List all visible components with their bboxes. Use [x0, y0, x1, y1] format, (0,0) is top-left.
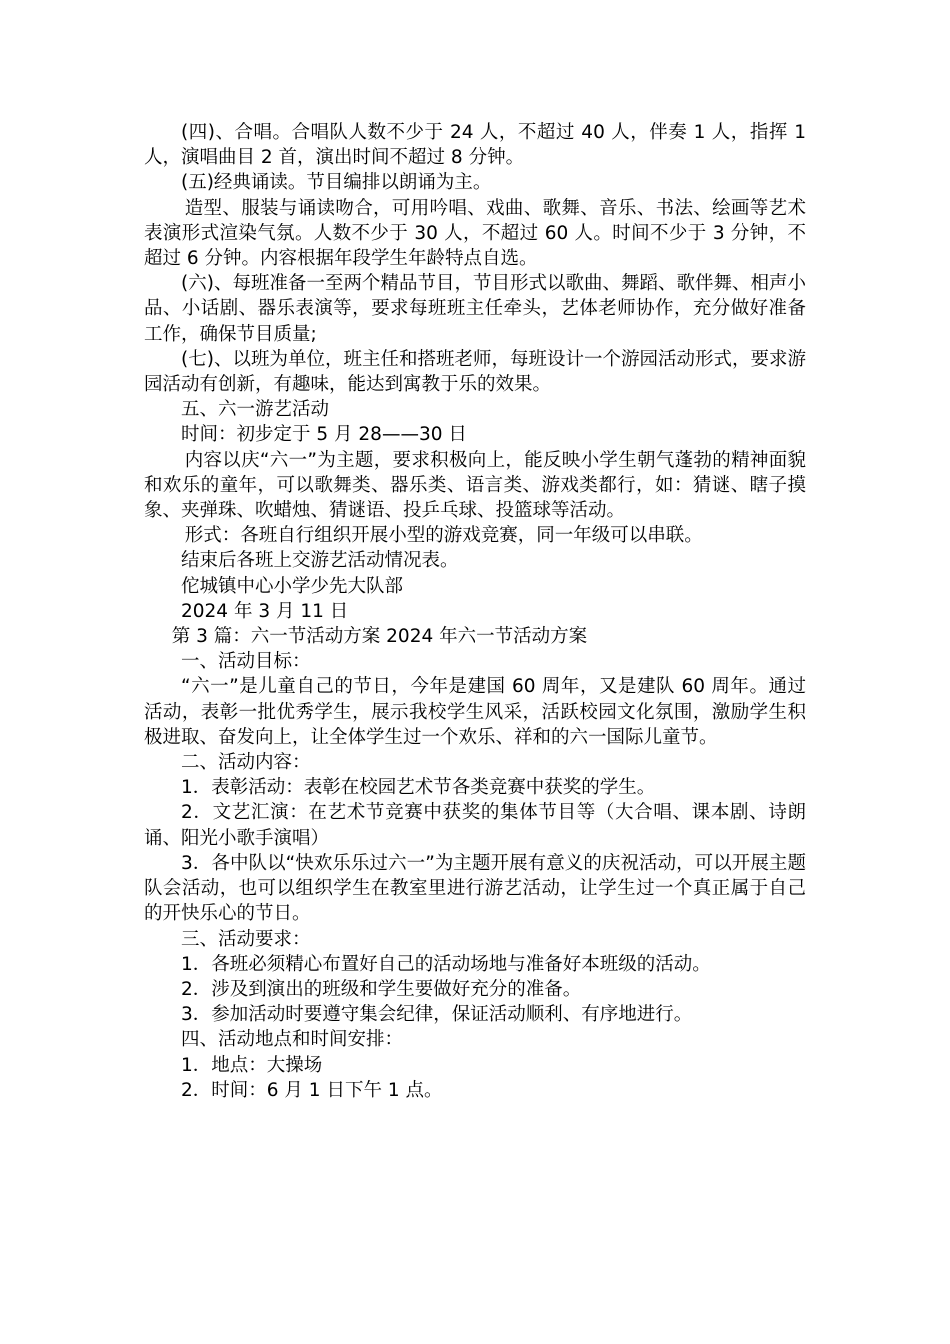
list-item-performers-prep: 2．涉及到演出的班级和学生要做好充分的准备。	[181, 978, 582, 1000]
paragraph-time: 时间：初步定于 5 月 28——30 日	[181, 424, 467, 446]
paragraph-goals: “六一”是儿童自己的节日，今年是建国 60 周年，又是建队 60 周年。通过活动，表彰一批优秀学生，展示我校学生风采，活跃校园文化氛围，激励学生积极进取、奋发向上，让全体学生过一个欢乐、祥和的六一国际儿童节。	[144, 676, 806, 748]
list-item-discipline: 3．参加活动时要遵守集会纪律，保证活动顺利、有序地进行。	[181, 1004, 693, 1026]
document-page	[144, 120, 806, 1103]
paragraph-reading-details: 造型、服装与诵读吻合，可用吟唱、戏曲、歌舞、音乐、书法、绘画等艺术表演形式渲染气氛。人数不少于 30 人，不超过 60 人。时间不少于 3 分钟，不超过 6 分钟。内容根据年段学生年龄特点自选。	[144, 197, 806, 270]
list-item-performance: 2．文艺汇演：在艺术节竞赛中获奖的集体节目等（大合唱、课本剧、诗朗诵、阳光小歌手演唱）	[144, 802, 806, 849]
paragraph-content: 内容以庆“六一”为主题，要求积极向上，能反映小学生朝气蓬勃的精神面貌和欢乐的童年，可以歌舞类、器乐类、语言类、游戏类都行，如：猜谜、瞎子摸象、夹弹珠、吹蜡烛、猜谜语、投乒乓球、投篮球等活动。	[144, 449, 806, 522]
paragraph-form: 形式：各班自行组织开展小型的游戏竞赛，同一年级可以串联。	[184, 525, 703, 547]
paragraph-class-programs: (六)、每班准备一至两个精品节目，节目形式以歌曲、舞蹈、歌伴舞、相声小品、小话剧、器乐表演等，要求每班班主任牵头，艺体老师协作，充分做好准备工作，确保节目质量;	[144, 273, 806, 345]
heading-requirements: 三、活动要求：	[181, 928, 311, 950]
paragraph-date: 2024 年 3 月 11 日	[181, 600, 349, 622]
paragraph-chorus: (四)、合唱。合唱队人数不少于 24 人，不超过 40 人，伴奏 1 人，指挥 1 人，演唱曲目 2 首，演出时间不超过 8 分钟。	[144, 122, 806, 169]
paragraph-garden-activity: (七)、以班为单位，班主任和搭班老师，每班设计一个游园活动形式，要求游园活动有创新，有趣味，能达到寓教于乐的效果。	[144, 348, 806, 396]
heading-location-time: 四、活动地点和时间安排：	[181, 1029, 404, 1051]
heading-content: 二、活动内容：	[181, 752, 311, 774]
heading-goals: 一、活动目标：	[181, 651, 311, 673]
list-item-time: 2．时间：6 月 1 日下午 1 点。	[181, 1079, 443, 1101]
paragraph-classic-reading: (五)经典诵读。节目编排以朗诵为主。	[181, 172, 492, 194]
list-item-location: 1．地点：大操场	[181, 1054, 323, 1076]
heading-article-3: 第 3 篇：六一节活动方案 2024 年六一节活动方案	[171, 626, 588, 648]
paragraph-submit: 结束后各班上交游艺活动情况表。	[181, 550, 459, 572]
list-item-venue-prep: 1．各班必须精心布置好自己的活动场地与准备好本班级的活动。	[181, 953, 711, 975]
list-item-awards: 1．表彰活动：表彰在校园艺术节各类竞赛中获奖的学生。	[181, 777, 656, 799]
heading-section-five: 五、六一游艺活动	[181, 399, 330, 421]
paragraph-organization: 佗城镇中心小学少先大队部	[181, 575, 404, 597]
list-item-celebration: 3．各中队以“快欢乐乐过六一”为主题开展有意义的庆祝活动，可以开展主题队会活动，也可以组织学生在教室里进行游艺活动，让学生过一个真正属于自己的开快乐心的节日。	[144, 852, 806, 925]
